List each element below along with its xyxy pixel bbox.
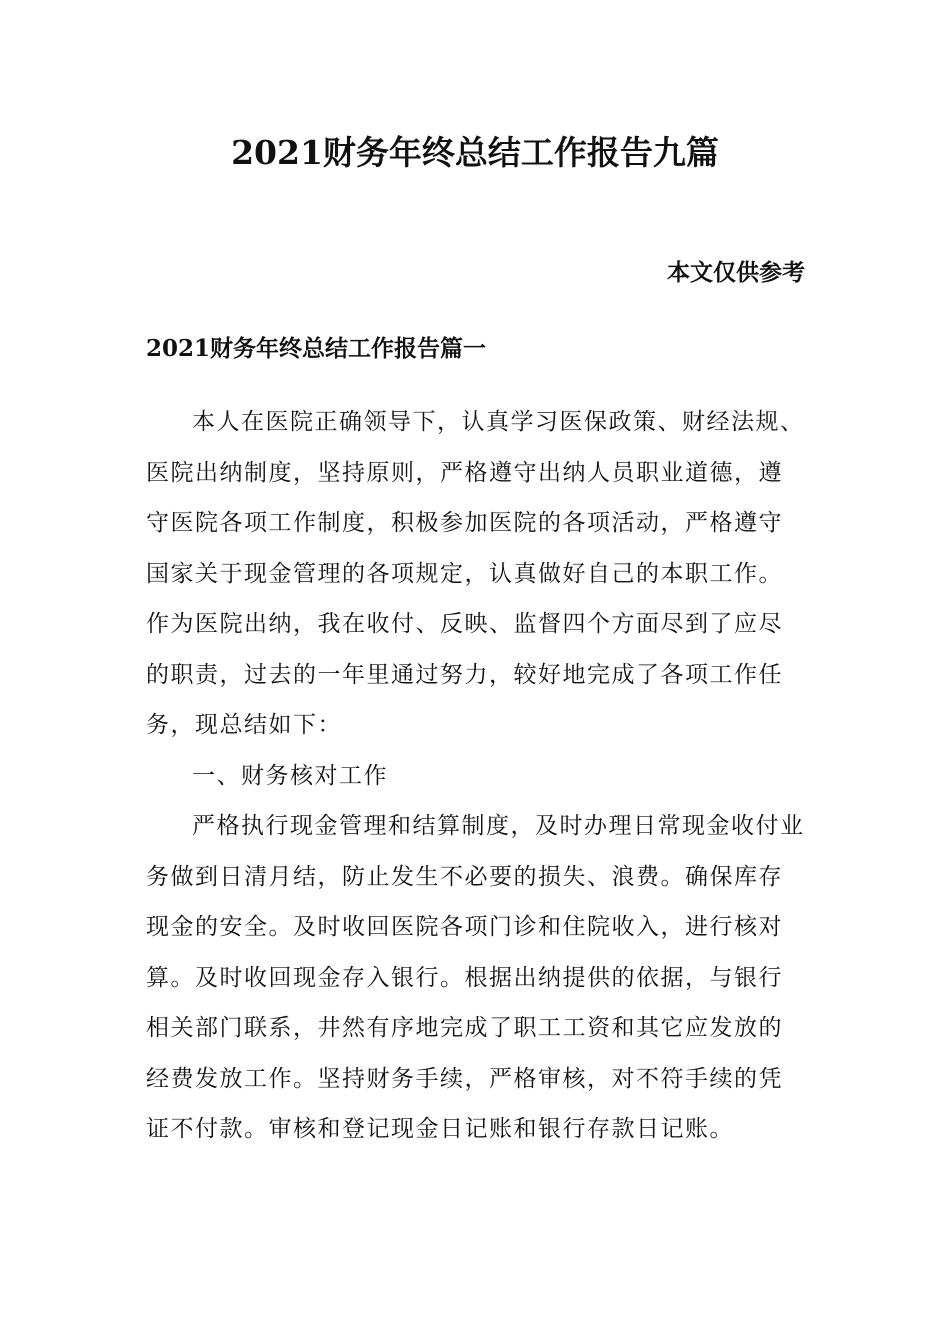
section-heading: 2021财务年终总结工作报告篇一	[146, 335, 487, 362]
body-text	[146, 397, 806, 1155]
paragraph: 严格执行现金管理和结算制度，及时办理日常现金收付业务做到日清月结，防止发生不必要的损失、浪费。确保库存现金的安全。及时收回医院各项门诊和住院收入，进行核对算。及时收回现金存入银行。根据出纳提供的依据，与银行相关部门联系，井然有序地完成了职工工资和其它应发放的经费发放工作。坚持财务手续，严格审核，对不符手续的凭证不付款。审核和登记现金日记账和银行存款日记账。	[146, 813, 805, 1142]
subheading-paragraph: 一、财务核对工作	[192, 762, 388, 789]
document-title: 2021财务年终总结工作报告九篇	[231, 133, 719, 172]
paragraph: 本人在医院正确领导下，认真学习医保政策、财经法规、医院出纳制度，坚持原则，严格遵守出纳人员职业道德，遵守医院各项工作制度，积极参加医院的各项活动，严格遵守国家关于现金管理的各项规定，认真做好自己的本职工作。作为医院出纳，我在收付、反映、监督四个方面尽到了应尽的职责，过去的一年里通过努力，较好地完成了各项工作任务，现总结如下：	[146, 409, 805, 738]
reference-note: 本文仅供参考	[667, 259, 805, 286]
